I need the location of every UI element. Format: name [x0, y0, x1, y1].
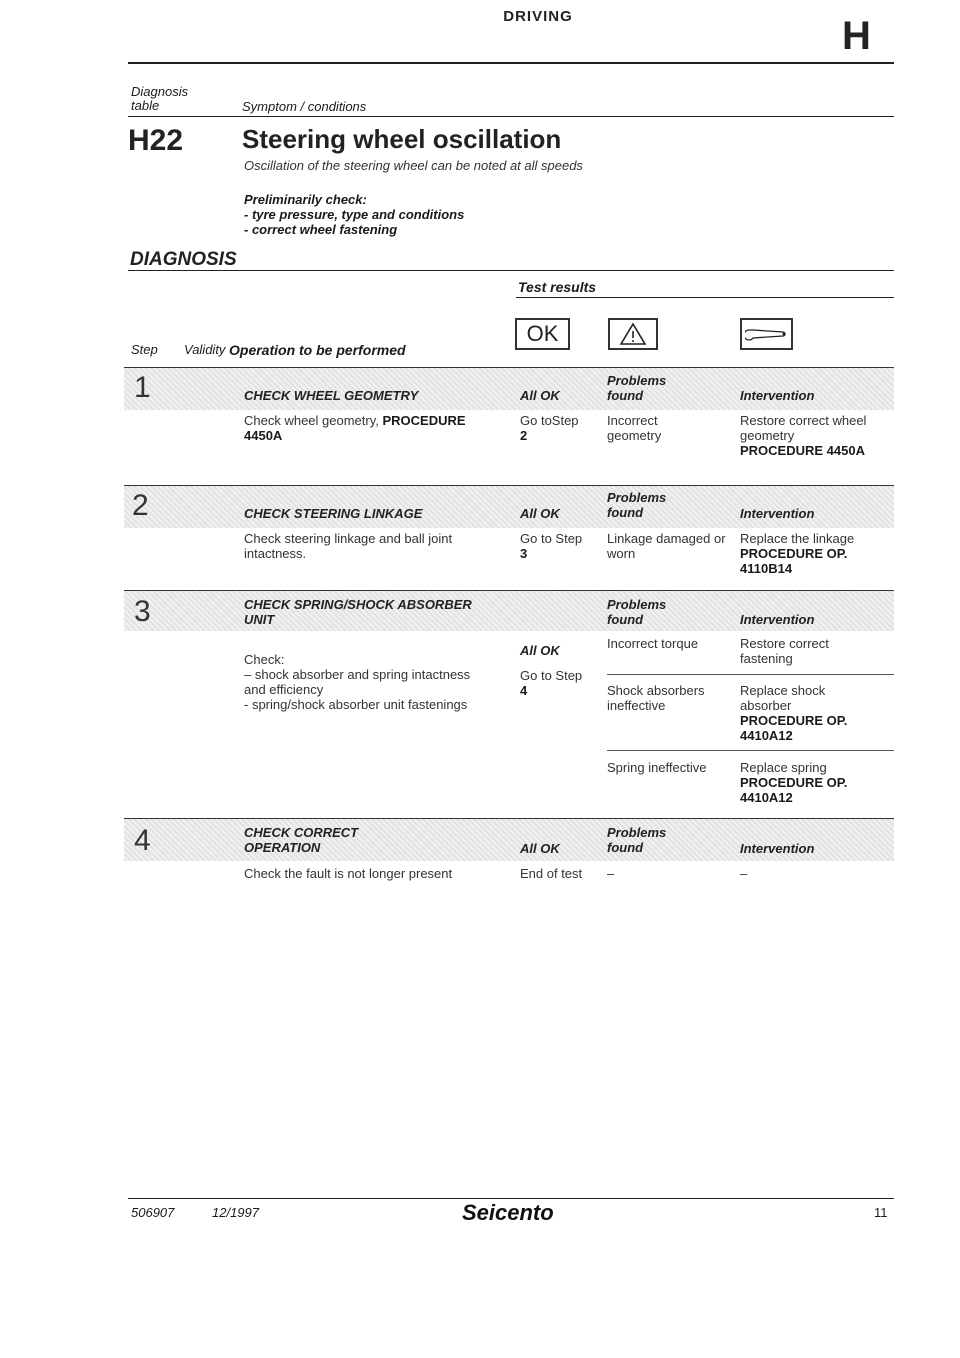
operation-line: – shock absorber and spring intactness	[244, 667, 471, 682]
intervention-text	[740, 760, 890, 805]
test-results-label: Test results	[518, 279, 597, 295]
all-ok-label: All OK	[520, 388, 560, 403]
intervention-text	[740, 413, 890, 458]
col-operation: Operation to be performed	[229, 342, 406, 358]
symptom-code: H22	[128, 124, 184, 157]
page-title: Steering wheel oscillation	[242, 124, 562, 154]
problems-found-label: Problems found	[607, 825, 667, 855]
ok-result	[520, 531, 600, 561]
intervention-label: Intervention	[740, 841, 815, 856]
intervention-text	[740, 683, 890, 743]
operation-text	[244, 413, 504, 443]
problem-text: Linkage damaged or worn	[607, 531, 726, 561]
col-validity: Validity	[184, 342, 226, 357]
step-title	[244, 597, 472, 627]
step-number: 3	[134, 595, 151, 628]
warning-triangle-icon	[608, 318, 658, 350]
problem-text: Shock absorbers ineffective	[607, 683, 705, 713]
operation-text: Check steering linkage and ball joint intactness.	[244, 531, 453, 561]
problem-text: –	[607, 866, 615, 881]
step-title: CHECK WHEEL GEOMETRY	[244, 388, 419, 403]
intervention-label: Intervention	[740, 506, 815, 521]
brand-logo: Seicento	[462, 1200, 554, 1225]
intervention-plain: Replace the linkage	[740, 531, 855, 546]
procedure-ref: PROCEDURE OP. 4410A12	[740, 775, 848, 805]
intervention-plain: Restore correct wheel geometry	[740, 413, 867, 443]
intervention-label: Intervention	[740, 612, 815, 627]
intervention-plain: Replace shock absorber	[740, 683, 826, 713]
ok-icon	[515, 318, 570, 350]
procedure-ref: PROCEDURE OP. 4410A12	[740, 713, 848, 743]
symptom-label: Symptom / conditions	[242, 99, 367, 114]
page-subtitle: Oscillation of the steering wheel can be noted at all speeds	[244, 158, 583, 173]
ok-result	[520, 668, 600, 698]
operation-text	[244, 652, 514, 712]
header-rule	[128, 62, 894, 64]
problem-text: Incorrect torque	[607, 636, 699, 651]
go-to-step-text: Go to Step	[520, 531, 583, 546]
step-title	[244, 825, 358, 855]
step-number: 2	[132, 489, 149, 522]
sub-row-divider	[607, 750, 894, 751]
sub-row-divider	[607, 674, 894, 675]
intervention-text: Restore correct fastening	[740, 636, 829, 666]
go-to-step-text: Go to Step	[520, 668, 583, 683]
doc-code: 506907	[131, 1205, 175, 1220]
procedure-ref: PROCEDURE 4450A	[244, 413, 466, 443]
procedure-ref: PROCEDURE OP. 4110B14	[740, 546, 848, 576]
operation-text: Check the fault is not longer present	[244, 866, 453, 881]
go-to-step-number: 3	[520, 546, 528, 561]
meta-rule	[128, 116, 894, 117]
ok-result: End of test	[520, 866, 583, 881]
diagnosis-label-line1: Diagnosis	[131, 84, 189, 99]
footer-rule	[128, 1198, 894, 1199]
step-title-line: OPERATION	[244, 840, 321, 855]
problems-found-label: Problems found	[607, 490, 667, 520]
diagnosis-label-line2: table	[131, 98, 160, 113]
procedure-ref: PROCEDURE 4450A	[740, 443, 865, 458]
step-title-line: CHECK SPRING/SHOCK ABSORBER	[244, 597, 472, 612]
intervention-label: Intervention	[740, 388, 815, 403]
preliminary-item: - correct wheel fastening	[244, 222, 398, 237]
ok-result	[520, 413, 600, 443]
operation-line: - spring/shock absorber unit fastenings	[244, 697, 468, 712]
diagnosis-table-label	[131, 85, 188, 113]
wrench-icon	[740, 318, 793, 350]
problem-text: Incorrect geometry	[607, 413, 662, 443]
step-number: 4	[134, 824, 151, 857]
step-title-line: CHECK CORRECT	[244, 825, 359, 840]
doc-date: 12/1997	[212, 1205, 259, 1220]
step-title: CHECK STEERING LINKAGE	[244, 506, 423, 521]
diagnosis-rule	[128, 270, 894, 271]
operation-line: and efficiency	[244, 682, 324, 697]
col-step: Step	[131, 342, 158, 357]
intervention-text	[740, 531, 890, 576]
page-number: 11	[874, 1205, 888, 1220]
intervention-text: –	[740, 866, 748, 881]
all-ok-label: All OK	[520, 506, 560, 521]
test-results-rule	[516, 297, 894, 298]
go-to-step-number: 4	[520, 683, 528, 698]
problem-text: Spring ineffective	[607, 760, 707, 775]
ok-icon-label: OK	[526, 321, 559, 346]
section-letter: H	[842, 14, 871, 58]
operation-plain: Check wheel geometry,	[244, 413, 379, 428]
go-to-step-number: 2	[520, 428, 528, 443]
go-to-step-text: Go toStep	[520, 413, 579, 428]
all-ok-label: All OK	[520, 841, 560, 856]
step-number: 1	[134, 371, 151, 404]
preliminary-heading: Preliminarily check:	[244, 192, 367, 207]
problems-found-label: Problems found	[607, 597, 667, 627]
operation-line: Check:	[244, 652, 285, 667]
preliminary-item: - tyre pressure, type and conditions	[244, 207, 465, 222]
all-ok-label: All OK	[520, 643, 560, 658]
intervention-plain: Replace spring	[740, 760, 827, 775]
step-title-line: UNIT	[244, 612, 275, 627]
section-title: DRIVING	[503, 8, 573, 25]
problems-found-label: Problems found	[607, 373, 667, 403]
diagnosis-heading: DIAGNOSIS	[130, 249, 237, 270]
